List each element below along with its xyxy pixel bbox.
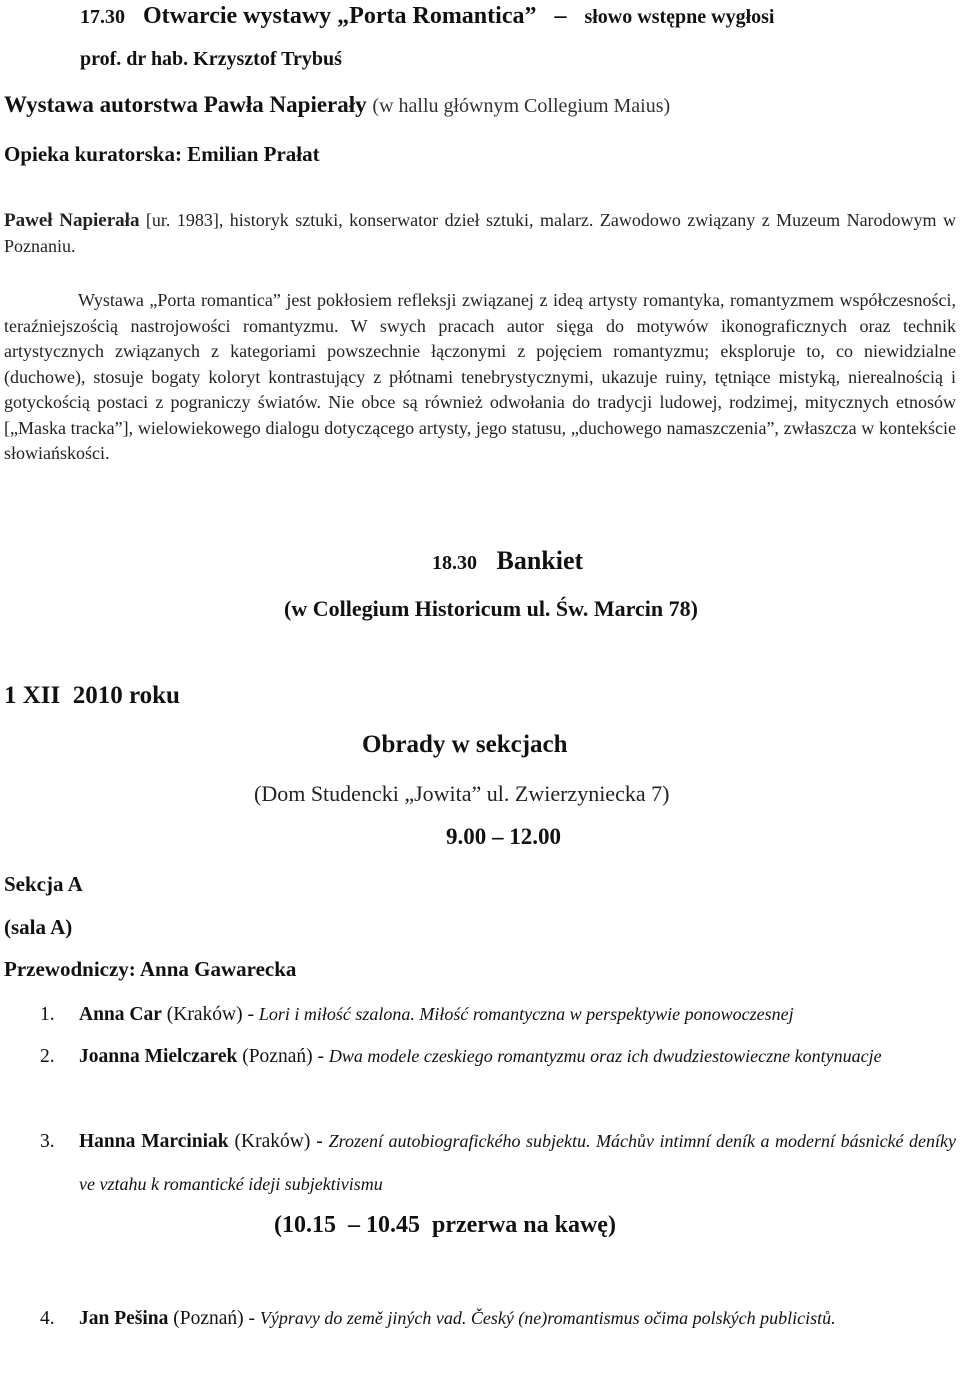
talk-speaker: Joanna Mielczarek [79,1046,238,1067]
exhibition-line [4,92,670,118]
coffee-break: (10.15 – 10.45 przerwa na kawę) [274,1212,616,1238]
opening-speaker: prof. dr hab. Krzysztof Trybuś [80,48,342,70]
bio-text: [ur. 1983], historyk sztuki, konserwator dzieł sztuki, malarz. Zawodowo związany z Muzeum Narodowym w Poznaniu. [4,210,956,256]
talk-city: (Kraków) - [234,1131,323,1152]
exhibition-title: Wystawa autorstwa Pawła Napierały [4,92,367,117]
sessions-location: (Dom Studencki „Jowita” ul. Zwierzyniecka 7) [254,781,670,806]
exhibition-curator: Opieka kuratorska: Emilian Prałat [4,142,320,166]
list-item [40,1120,956,1206]
talk-title: Výpravy do země jiných vad. Český (ne)romantismus očima polských publicistů. [259,1308,836,1328]
talk-title: Zrození autobiografického subjektu. Máchův intimní deník a moderní básnické deníky ve vztahu k romantické ideji subjektivismu [79,1131,957,1194]
list-item [40,993,956,1036]
description-paragraph [4,288,956,467]
day-date: 1 XII 2010 roku [4,682,180,709]
talk-number: 1. [40,1004,55,1025]
sessions-hours: 9.00 – 12.00 [446,824,561,849]
list-item [40,1035,956,1078]
description-text: Wystawa „Porta romantica” jest pokłosiem refleksji związanej z ideą artysty romantyka, romantyzmem współczesności, teraźniejszością nastrojowości romantyzmu. W swych pracach autor sięga do motywów ikonograficznych oraz technik artystycznych związanych z kategoriami powszechnie łączonymi z pojęciem romantyzmu; eksploruje to, co niewidzialne (duchowe), stosuje bogaty koloryt kontrastujący z płótnami tenebrystycznymi, ukazuje ruiny, tętniące mistyką, nierealnością i gotyckością postaci z pograniczy światów. Nie obce są również odwołania do tradycji ludowej, rodzimej, mitycznych etnosów [„Maska tracka”], wielowiekowego dialogu dotyczącego artysty, jego statusu, „duchowego namaszczenia”, zwłaszcza w kontekście słowiańskości. [4,290,956,463]
talk-city: (Poznań) - [173,1308,256,1329]
opening-title: Otwarcie wystawy „Porta Romantica” [143,3,537,29]
banquet-time: 18.30 [432,552,477,574]
sessions-title: Obrady w sekcjach [362,731,568,758]
opening-dash: – [554,3,567,29]
section-room: (sala A) [4,915,73,939]
bio-name: Paweł Napierała [4,210,140,231]
banquet-location: (w Collegium Historicum ul. Św. Marcin 78) [284,596,698,621]
section-name: Sekcja A [4,872,83,896]
opening-tail: słowo wstępne wygłosi [584,6,775,28]
talk-title: Lori i miłość szalona. Miłość romantyczna w perspektywie ponowoczesnej [258,1004,794,1024]
talk-number: 4. [40,1308,55,1329]
talk-city: (Kraków) - [166,1004,254,1025]
talk-speaker: Anna Car [79,1004,162,1025]
talk-speaker: Hanna Marciniak [79,1131,229,1152]
bio-paragraph [4,208,956,259]
opening-line [80,2,774,31]
talk-number: 2. [40,1046,55,1067]
list-item [40,1297,956,1340]
banquet-title: Bankiet [496,546,584,575]
talk-title: Dwa modele czeskiego romantyzmu oraz ich dwudziestowieczne kontynuacje [328,1046,882,1066]
opening-time: 17.30 [80,6,125,28]
banquet-line [432,546,583,576]
exhibition-location: (w hallu głównym Collegium Maius) [372,95,671,117]
section-chairs: Przewodniczy: Anna Gawarecka [4,957,297,981]
talk-speaker: Jan Pešina [79,1308,169,1329]
talk-city: (Poznań) - [242,1046,324,1067]
talk-number: 3. [40,1131,55,1152]
